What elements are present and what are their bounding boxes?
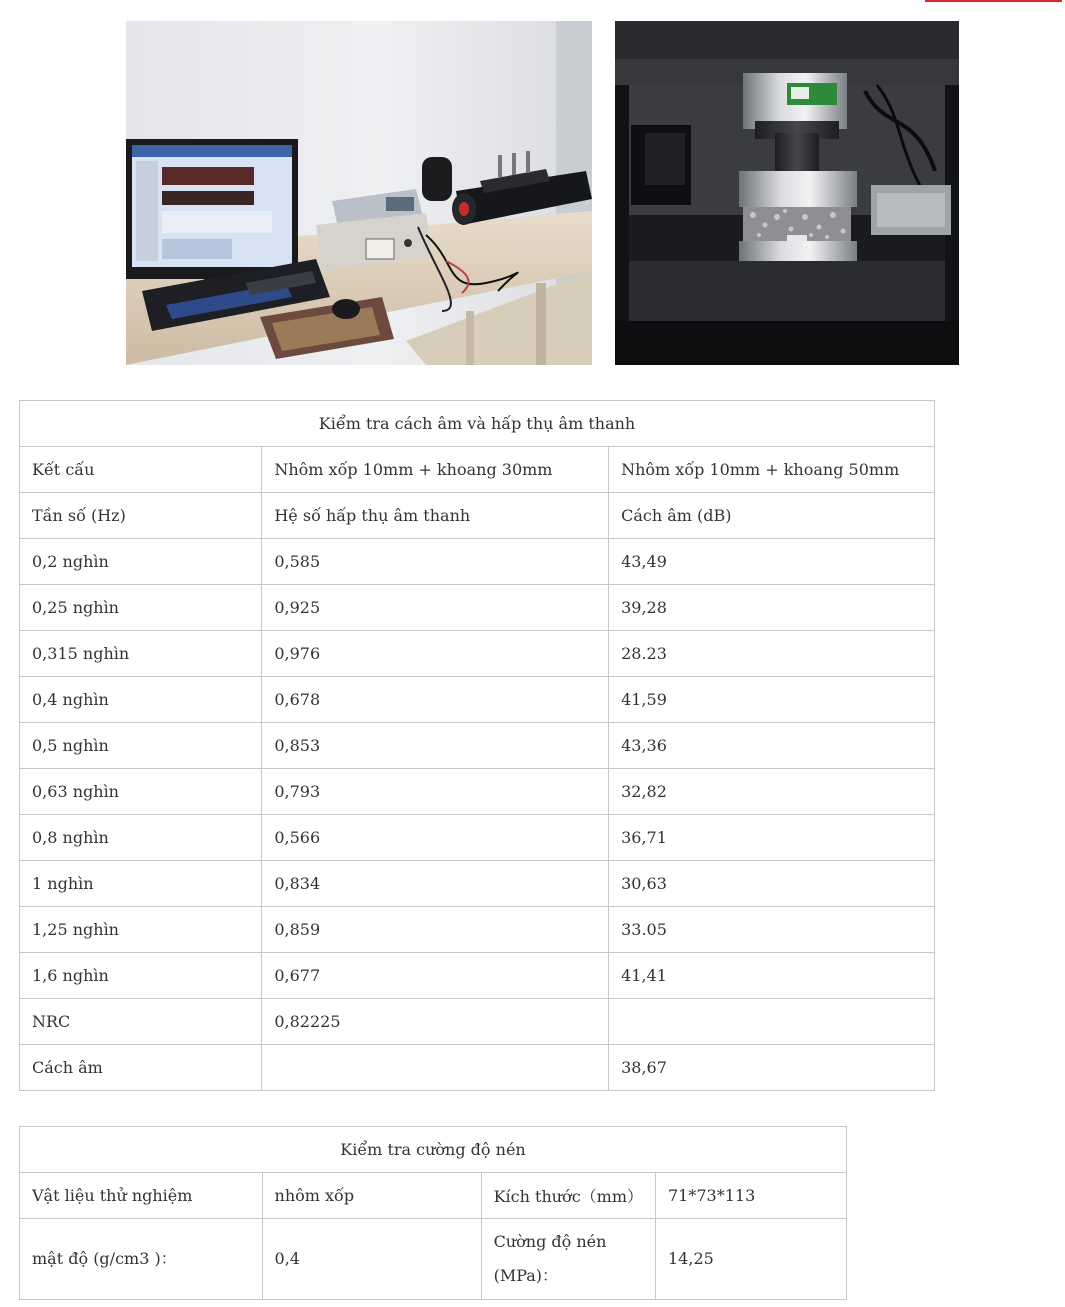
table-row bbox=[20, 723, 935, 769]
test-material-value: nhôm xốp bbox=[262, 1173, 481, 1219]
frequency-cell: 0,2 nghìn bbox=[20, 539, 262, 585]
table-header-row bbox=[20, 447, 935, 493]
sound-test-table-body bbox=[20, 401, 935, 1091]
absorption-cell: 0,976 bbox=[262, 631, 609, 677]
frequency-cell: 0,8 nghìn bbox=[20, 815, 262, 861]
sound-test-table bbox=[19, 400, 935, 1091]
table-row bbox=[20, 907, 935, 953]
insulation-cell: 43,36 bbox=[609, 723, 935, 769]
insulation-cell: 28.23 bbox=[609, 631, 935, 677]
absorption-cell: 0,834 bbox=[262, 861, 609, 907]
dimensions-label: Kích thước（mm） bbox=[481, 1173, 655, 1219]
compression-test-table-body bbox=[20, 1127, 847, 1300]
table-title-row bbox=[20, 1127, 847, 1173]
insulation-cell: 39,28 bbox=[609, 585, 935, 631]
absorption-header: Hệ số hấp thụ âm thanh bbox=[262, 493, 609, 539]
insulation-cell: 43,49 bbox=[609, 539, 935, 585]
frequency-cell: 0,5 nghìn bbox=[20, 723, 262, 769]
empty-cell bbox=[262, 1045, 609, 1091]
structure-label: Kết cấu bbox=[20, 447, 262, 493]
nrc-value-cell: 0,82225 bbox=[262, 999, 609, 1045]
table-row bbox=[20, 1173, 847, 1219]
insulation-summary-label-cell: Cách âm bbox=[20, 1045, 262, 1091]
table-row bbox=[20, 1219, 847, 1300]
table-title-row bbox=[20, 401, 935, 447]
absorption-cell: 0,853 bbox=[262, 723, 609, 769]
table-row bbox=[20, 1045, 935, 1091]
sound-table-title: Kiểm tra cách âm và hấp thụ âm thanh bbox=[20, 401, 935, 447]
absorption-cell: 0,859 bbox=[262, 907, 609, 953]
insulation-cell: 32,82 bbox=[609, 769, 935, 815]
frequency-header: Tần số (Hz) bbox=[20, 493, 262, 539]
table-row bbox=[20, 861, 935, 907]
compression-test-table bbox=[19, 1126, 847, 1300]
table-row bbox=[20, 815, 935, 861]
table-subheader-row bbox=[20, 493, 935, 539]
nrc-label-cell: NRC bbox=[20, 999, 262, 1045]
structure-30mm-header: Nhôm xốp 10mm + khoang 30mm bbox=[262, 447, 609, 493]
absorption-cell: 0,793 bbox=[262, 769, 609, 815]
table-row bbox=[20, 999, 935, 1045]
absorption-cell: 0,566 bbox=[262, 815, 609, 861]
insulation-cell: 41,59 bbox=[609, 677, 935, 723]
absorption-cell: 0,585 bbox=[262, 539, 609, 585]
absorption-cell: 0,678 bbox=[262, 677, 609, 723]
test-material-label: Vật liệu thử nghiệm bbox=[20, 1173, 263, 1219]
acoustic-test-setup-photo bbox=[126, 21, 592, 365]
frequency-cell: 1 nghìn bbox=[20, 861, 262, 907]
dimensions-value: 71*73*113 bbox=[656, 1173, 847, 1219]
table-row bbox=[20, 953, 935, 999]
frequency-cell: 0,4 nghìn bbox=[20, 677, 262, 723]
insulation-cell: 36,71 bbox=[609, 815, 935, 861]
absorption-cell: 0,677 bbox=[262, 953, 609, 999]
frequency-cell: 1,25 nghìn bbox=[20, 907, 262, 953]
table-row bbox=[20, 585, 935, 631]
insulation-header: Cách âm (dB) bbox=[609, 493, 935, 539]
density-label: mật độ (g/cm3 )： bbox=[20, 1219, 263, 1300]
structure-50mm-header: Nhôm xốp 10mm + khoang 50mm bbox=[609, 447, 935, 493]
compressive-strength-value: 14,25 bbox=[656, 1219, 847, 1300]
absorption-cell: 0,925 bbox=[262, 585, 609, 631]
table-row bbox=[20, 631, 935, 677]
empty-cell bbox=[609, 999, 935, 1045]
insulation-cell: 33.05 bbox=[609, 907, 935, 953]
compression-test-machine-photo bbox=[615, 21, 959, 365]
frequency-cell: 0,63 nghìn bbox=[20, 769, 262, 815]
compressive-strength-label: Cường độ nén (MPa)： bbox=[481, 1219, 655, 1300]
frequency-cell: 0,25 nghìn bbox=[20, 585, 262, 631]
top-accent-bar bbox=[925, 0, 1062, 2]
insulation-summary-value-cell: 38,67 bbox=[609, 1045, 935, 1091]
insulation-cell: 30,63 bbox=[609, 861, 935, 907]
table-row bbox=[20, 539, 935, 585]
compression-table-title: Kiểm tra cường độ nén bbox=[20, 1127, 847, 1173]
insulation-cell: 41,41 bbox=[609, 953, 935, 999]
frequency-cell: 1,6 nghìn bbox=[20, 953, 262, 999]
density-value: 0,4 bbox=[262, 1219, 481, 1300]
table-row bbox=[20, 677, 935, 723]
frequency-cell: 0,315 nghìn bbox=[20, 631, 262, 677]
table-row bbox=[20, 769, 935, 815]
